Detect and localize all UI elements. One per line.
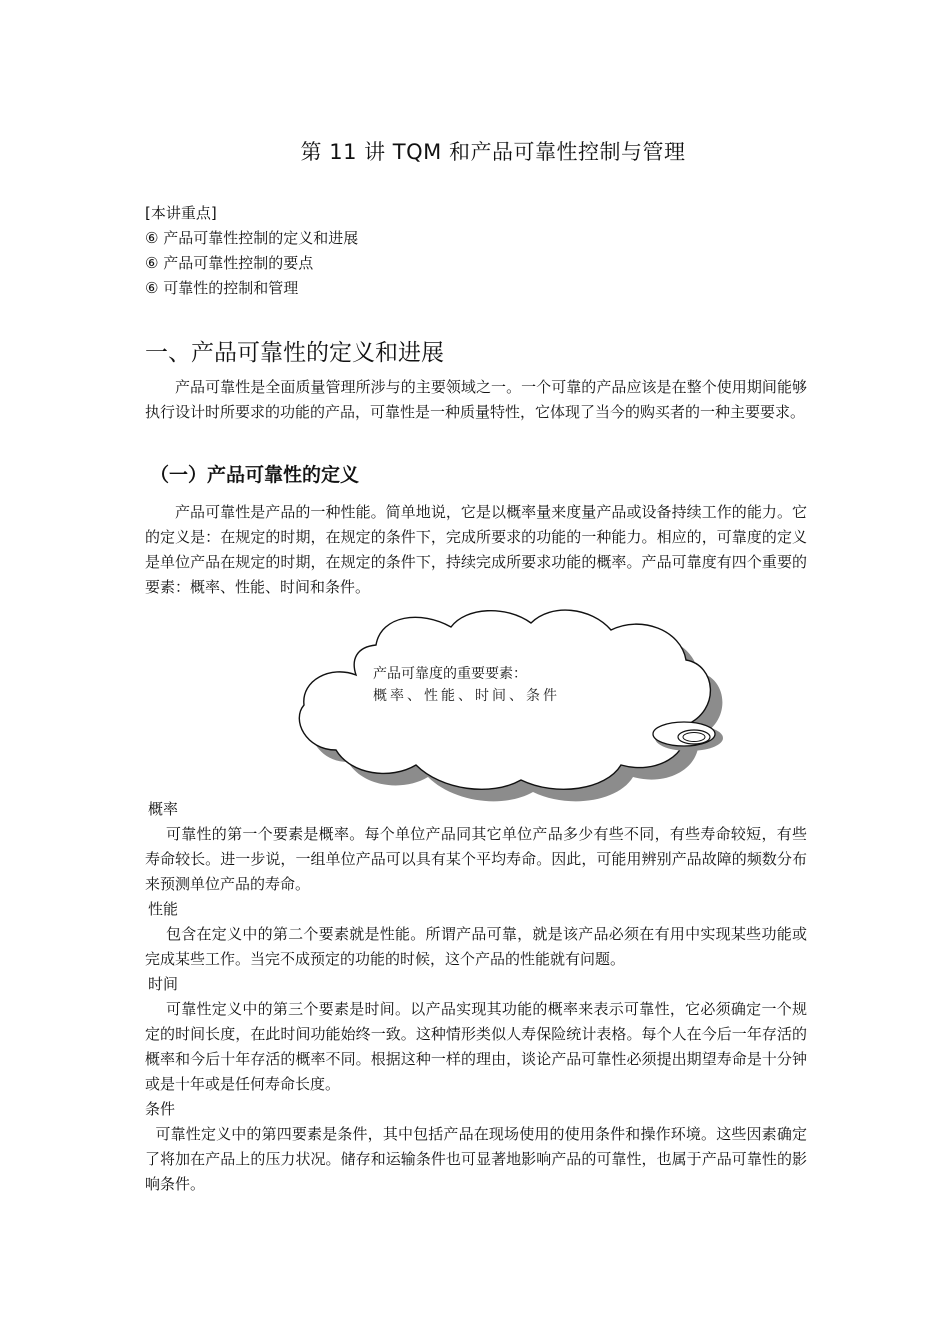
focus-heading: [本讲重点]	[145, 204, 217, 222]
callout-text	[373, 663, 560, 707]
element-paragraph-time: 可靠性定义中的第三个要素是时间。以产品实现其功能的概率来表示可靠性，它必须确定一个规定的时间长度，在此时间功能始终一致。这种情形类似人寿保险统计表格。每个人在今后一年存活的概率和今后十年存活的概率不同。根据这种一样的理由，谈论产品可靠性必须提出期望寿命是十分钟或是十年或是任何寿命长度。	[145, 1000, 807, 1093]
element-paragraph-condition: 可靠性定义中的第四要素是条件，其中包括产品在现场使用的使用条件和操作环境。这些因素确定了将加在产品上的压力状况。储存和运输条件也可显著地影响产品的可靠性，也属于产品可靠性的影响条件。	[145, 1125, 807, 1193]
cloud-shape	[296, 605, 746, 810]
element-label-performance: 性能	[148, 900, 179, 918]
element-label-condition: 条件	[145, 1100, 176, 1118]
element-paragraph-probability: 可靠性的第一个要素是概率。每个单位产品同其它单位产品多少有些不同，有些寿命较短，有些寿命较长。进一步说，一组单位产品可以具有某个平均寿命。因此，可能用辨别产品故障的频数分布来预测单位产品的寿命。	[145, 825, 807, 893]
element-paragraph-performance: 包含在定义中的第二个要素就是性能。所谓产品可靠，就是该产品必须在有用中实现某些功能或完成某些工作。当完不成预定的功能的时候，这个产品的性能就有问题。	[145, 925, 807, 968]
callout-elements: 概率、性能、时间、条件	[373, 688, 560, 704]
focus-item: ⑥ 产品可靠性控制的要点	[145, 254, 314, 272]
document-title: 第 11 讲 TQM 和产品可靠性控制与管理	[300, 140, 686, 164]
lecture-focus	[145, 201, 358, 301]
definition-paragraph: 产品可靠性是产品的一种性能。简单地说，它是以概率量来度量产品或设备持续工作的能力。它的定义是：在规定的时期，在规定的条件下，完成所要求的功能的一种能力。相应的，可靠度的定义是单位产品在规定的时期，在规定的条件下，持续完成所要求功能的概率。产品可靠度有四个重要的要素：概率、性能、时间和条件。	[145, 503, 807, 596]
element-label-time: 时间	[148, 975, 179, 993]
section-intro-paragraph: 产品可靠性是全面质量管理所涉与的主要领域之一。一个可靠的产品应该是在整个使用期间能够执行设计时所要求的功能的产品，可靠性是一种质量特性，它体现了当今的购买者的一种主要要求。	[145, 378, 807, 421]
subsection-heading: （一）产品可靠性的定义	[150, 464, 360, 486]
cloud-callout	[296, 605, 746, 810]
element-label-probability: 概率	[148, 800, 179, 818]
focus-item: ⑥ 可靠性的控制和管理	[145, 279, 299, 297]
focus-item: ⑥ 产品可靠性控制的定义和进展	[145, 229, 359, 247]
callout-title: 产品可靠度的重要要素：	[373, 666, 527, 682]
section-heading: 一、产品可靠性的定义和进展	[145, 340, 444, 366]
